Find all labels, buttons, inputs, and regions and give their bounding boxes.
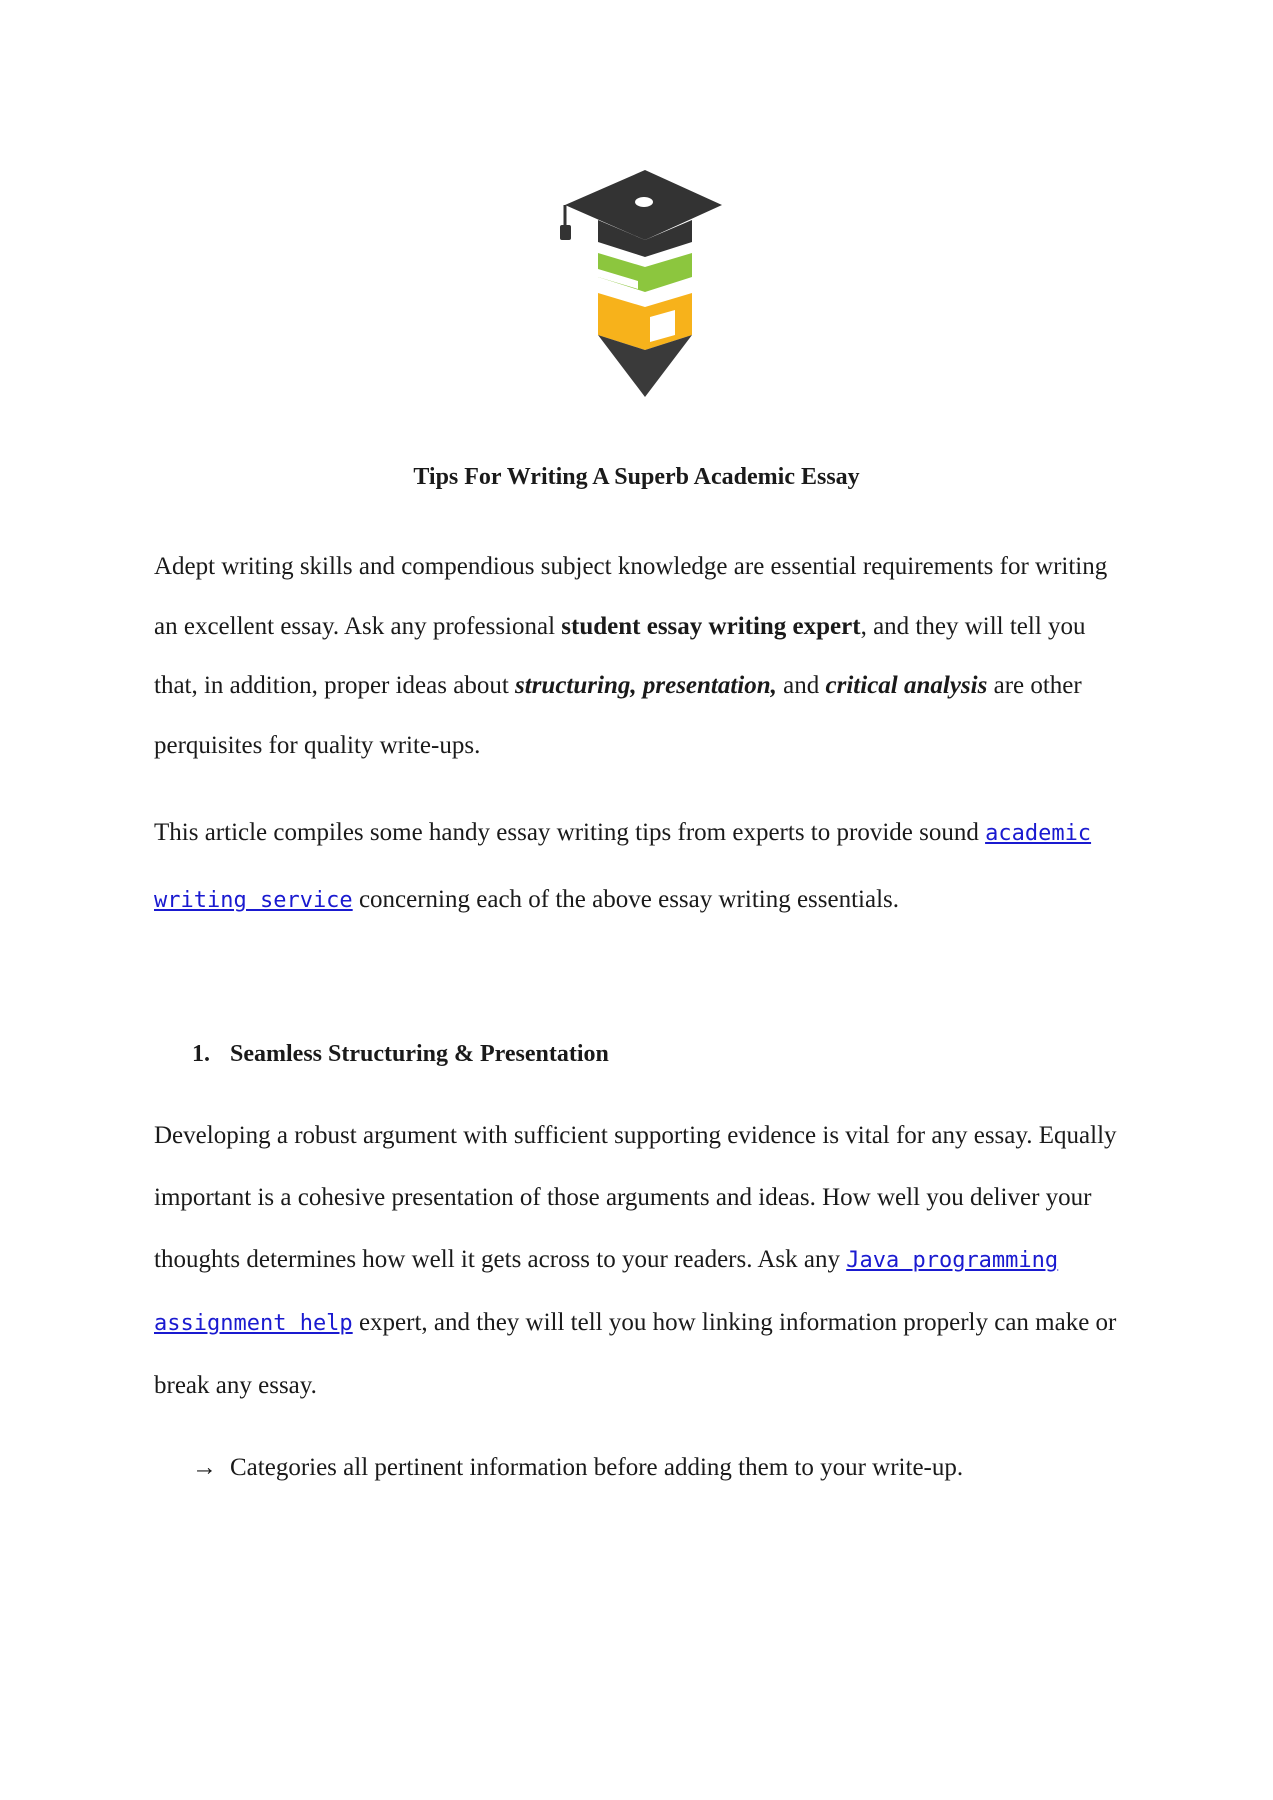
- section-heading: [192, 1039, 609, 1069]
- java-programming-help-link[interactable]: Java programming assignment help: [154, 1248, 1059, 1336]
- section-paragraph: [154, 1105, 1134, 1417]
- bullet-text: Categories all pertinent information before adding them to your write-up.: [230, 1454, 964, 1481]
- section-text-2: expert, and they will tell you how linking information properly can make or break any essay.: [154, 1309, 1117, 1399]
- intro-emphasis-2: critical analysis: [825, 672, 988, 699]
- arrow-right-icon: →: [192, 1454, 217, 1481]
- intro-bold-phrase: student essay writing expert: [561, 612, 861, 640]
- intro-emphasis-1: structuring, presentation,: [515, 672, 777, 699]
- page-title: Tips For Writing A Superb Academic Essay: [413, 464, 860, 490]
- intro-text-4: are other perquisites for quality write-ups.: [154, 672, 1082, 759]
- article-overview-paragraph: [154, 800, 1134, 934]
- academic-writing-service-link[interactable]: academic writing service: [154, 821, 1092, 913]
- overview-text-1: This article compiles some handy essay writing tips from experts to provide sound: [154, 819, 986, 846]
- graduation-cap-pencil-icon: [560, 165, 725, 400]
- intro-text-1: Adept writing skills and compendious subject knowledge are essential requirements for writing an excellent essay. Ask any professional: [154, 553, 1108, 640]
- section-text-1: Developing a robust argument with sufficient supporting evidence is vital for any essay. Equally important is a cohesive presentation of those arguments and ideas. How well you deliver your thoughts determines how well it gets across to your readers. Ask any: [154, 1122, 1117, 1273]
- intro-text-3: and: [776, 672, 826, 699]
- intro-paragraph: [154, 537, 1134, 775]
- section-number: 1.: [192, 1041, 210, 1067]
- intro-text-2: , and they will tell you that, in addition, proper ideas about: [154, 612, 1086, 699]
- bullet-item: [192, 1452, 963, 1484]
- section-heading-text: Seamless Structuring & Presentation: [230, 1041, 609, 1067]
- overview-text-2: concerning each of the above essay writing essentials.: [352, 886, 900, 913]
